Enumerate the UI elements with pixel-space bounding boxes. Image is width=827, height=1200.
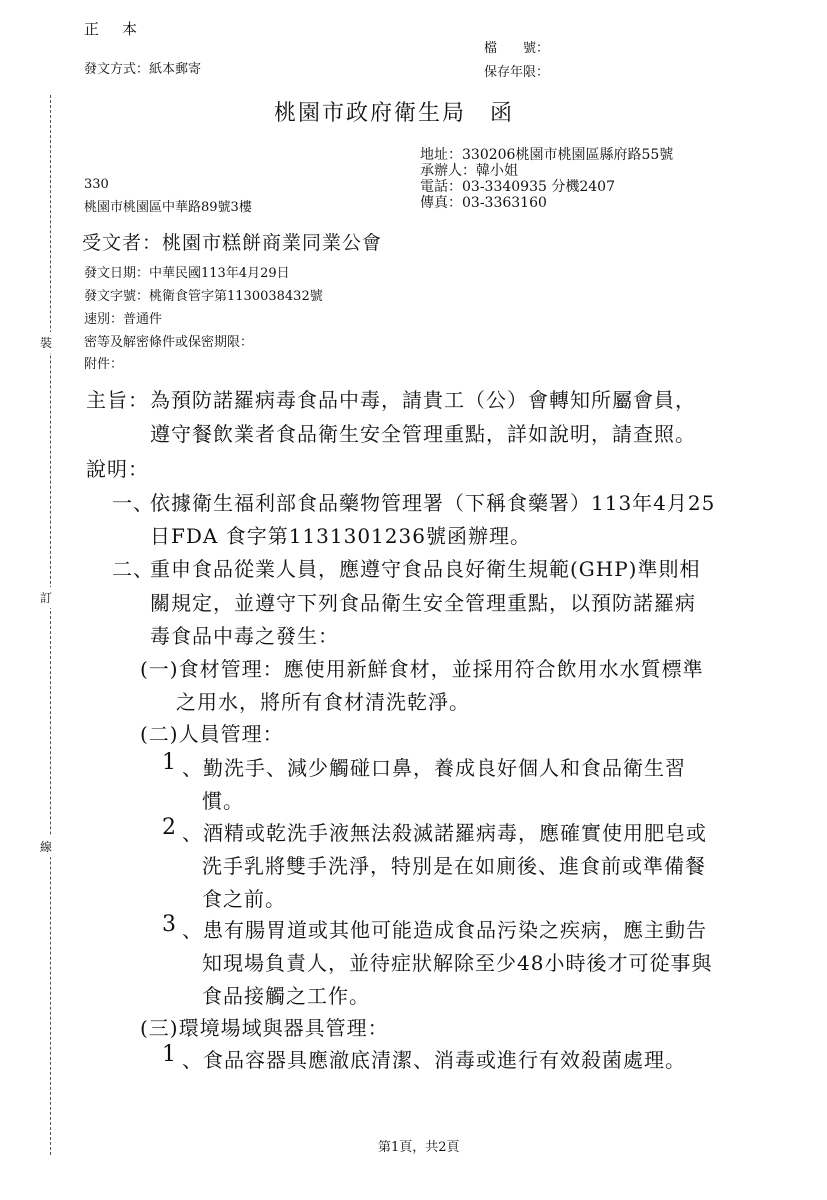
reference-number: 發文字號：桃衛食管字第1130038432號 <box>84 289 323 304</box>
point-line: 知現場負責人，並待症狀解除至少48小時後才可從事與 <box>202 951 713 975</box>
sender-fax: 傳真：03-3363160 <box>420 195 547 211</box>
attachment: 附件： <box>84 357 124 372</box>
item-number: 二、 <box>112 557 154 581</box>
document-title: 桃園市政府衛生局 函 <box>274 101 515 126</box>
point-line: 、患有腸胃道或其他可能造成食品污染之疾病，應主動告 <box>182 918 707 942</box>
item-line: 日FDA 食字第1131301236號函辦理。 <box>150 524 531 548</box>
recipient-address: 桃園市桃園區中華路89號3樓 <box>84 200 252 215</box>
sender-contact: 承辦人：韓小姐 <box>420 163 518 179</box>
explanation-label: 說明： <box>86 457 149 481</box>
issue-date: 發文日期：中華民國113年4月29日 <box>84 266 290 281</box>
binding-mark: 裝 <box>40 332 52 353</box>
sender-phone: 電話：03-3340935 分機2407 <box>420 179 615 195</box>
item-line: 依據衛生福利部食品藥物管理署（下稱食藥署）113年4月25 <box>150 491 716 515</box>
subsection-line: (一)食材管理：應使用新鮮食材，並採用符合飲用水水質標準 <box>140 657 704 681</box>
subsection-line: 之用水，將所有食材清洗乾淨。 <box>176 690 470 714</box>
copy-type: 正 本 <box>84 20 142 38</box>
point-line: 慣。 <box>202 789 244 813</box>
subject-line: 遵守餐飲業者食品衛生安全管理重點，詳如說明，請查照。 <box>150 422 696 446</box>
point-line: 、酒精或乾洗手液無法殺滅諾羅病毒，應確實使用肥皂或 <box>182 821 707 845</box>
subsection-heading: (二)人員管理： <box>140 722 284 746</box>
binding-mark: 線 <box>40 836 52 857</box>
item-line: 重申食品從業人員，應遵守食品良好衛生規範(GHP)準則相 <box>150 557 701 581</box>
point-line: 食之前。 <box>202 887 286 911</box>
subject-line: 為預防諾羅病毒食品中毒，請貴工（公）會轉知所屬會員， <box>150 388 696 412</box>
retention-period: 保存年限： <box>484 65 550 80</box>
point-line: 、食品容器具應澈底清潔、消毒或進行有效殺菌處理。 <box>182 1048 686 1072</box>
subject-label: 主旨： <box>86 388 149 412</box>
subsection-heading: (三)環境場域與器具管理： <box>140 1016 389 1040</box>
point-line: 洗手乳將雙手洗淨，特別是在如廁後、進食前或準備餐 <box>202 854 706 878</box>
point-line: 、勤洗手、減少觸碰口鼻，養成良好個人和食品衛生習 <box>182 756 686 780</box>
sender-address: 地址：330206桃園市桃園區縣府路55號 <box>420 147 674 163</box>
receiver: 受文者：桃園市糕餅商業同業公會 <box>82 232 383 254</box>
binding-mark: 訂 <box>40 587 52 608</box>
point-line: 食品接觸之工作。 <box>202 984 370 1008</box>
item-line: 毒食品中毒之發生： <box>150 624 339 648</box>
binding-line <box>50 95 51 1155</box>
point-number: 1 <box>162 1042 178 1067</box>
security-level: 密等及解密條件或保密期限： <box>84 335 254 350</box>
item-number: 一、 <box>112 491 154 515</box>
delivery-method: 發文方式：紙本郵寄 <box>84 62 202 77</box>
page-number: 第1頁，共2頁 <box>378 1140 460 1155</box>
item-line: 關規定，並遵守下列食品衛生安全管理重點，以預防諾羅病 <box>150 591 696 615</box>
file-number: 檔 號： <box>484 41 550 56</box>
delivery-speed: 速別：普通件 <box>84 312 163 327</box>
point-number: 1 <box>162 750 178 775</box>
recipient-zip: 330 <box>84 177 109 192</box>
point-number: 2 <box>162 815 178 840</box>
point-number: 3 <box>162 912 178 937</box>
